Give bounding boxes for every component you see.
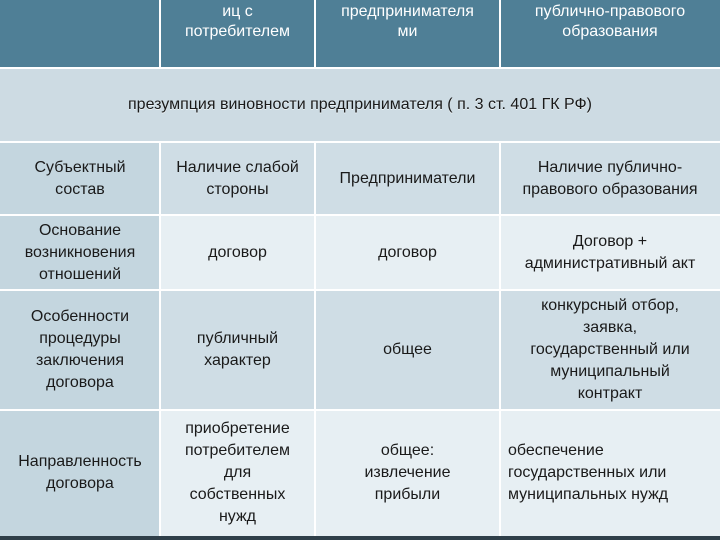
table-cell: Договор + административный акт	[524, 232, 696, 272]
header-consumer	[160, 0, 315, 68]
header-entrepreneurs-label: предпринимателя ми	[341, 3, 474, 40]
row-direction-entrepreneurs	[315, 410, 500, 536]
row-procedure-entrepreneurs	[315, 290, 500, 410]
row-basis-public	[500, 215, 720, 290]
table-cell: обеспечение государственных или муниципальных нужд	[508, 442, 669, 503]
row-basis-entrepreneurs	[315, 215, 500, 290]
row-direction-label	[0, 410, 160, 536]
row-label: Особенности процедуры заключения договора	[30, 308, 130, 391]
row-basis-consumer	[160, 215, 315, 290]
row-label: Основание возникновения отношений	[24, 221, 136, 283]
row-subject-consumer	[160, 142, 315, 215]
header-cell-empty	[0, 0, 160, 68]
header-consumer-label: иц с потребителем	[184, 3, 290, 40]
grid-divider	[0, 409, 720, 411]
table-cell: договор	[208, 243, 267, 261]
presumption-row	[0, 68, 720, 142]
row-direction-public	[500, 410, 720, 536]
table-cell: общее	[383, 341, 432, 358]
table-cell: Наличие слабой стороны	[176, 158, 299, 198]
row-subject-entrepreneurs	[315, 142, 500, 215]
grid-divider	[0, 67, 720, 69]
table-cell: договор	[378, 243, 437, 261]
row-procedure-public	[500, 290, 720, 410]
header-public-entity-label: публично-правового образования	[534, 3, 686, 40]
row-procedure-label	[0, 290, 160, 410]
table-cell: конкурсный отбор, заявка, государственный или муниципальный контракт	[530, 297, 690, 402]
table-cell: Предприниматели	[339, 169, 476, 187]
table-cell: приобретение потребителем для собственных нужд	[184, 420, 290, 525]
grid-divider	[0, 141, 720, 143]
row-subject-label	[0, 142, 160, 215]
row-label: Направленность договора	[18, 453, 142, 492]
header-public-entity	[500, 0, 720, 68]
row-direction-consumer	[160, 410, 315, 536]
presumption-text: презумпция виновности предпринимателя ( п. 3 ст. 401 ГК РФ)	[128, 96, 592, 113]
row-basis-label	[0, 215, 160, 290]
row-procedure-consumer	[160, 290, 315, 410]
bottom-bar	[0, 536, 720, 540]
table-cell: публичный характер	[196, 330, 279, 369]
grid-divider	[0, 289, 720, 291]
table-cell: общее: извлечение прибыли	[364, 442, 451, 503]
table-cell: Наличие публично- правового образования	[522, 158, 698, 198]
header-entrepreneurs	[315, 0, 500, 68]
row-label: Субъектный состав	[34, 158, 126, 198]
row-subject-public	[500, 142, 720, 215]
grid-divider	[0, 214, 720, 216]
